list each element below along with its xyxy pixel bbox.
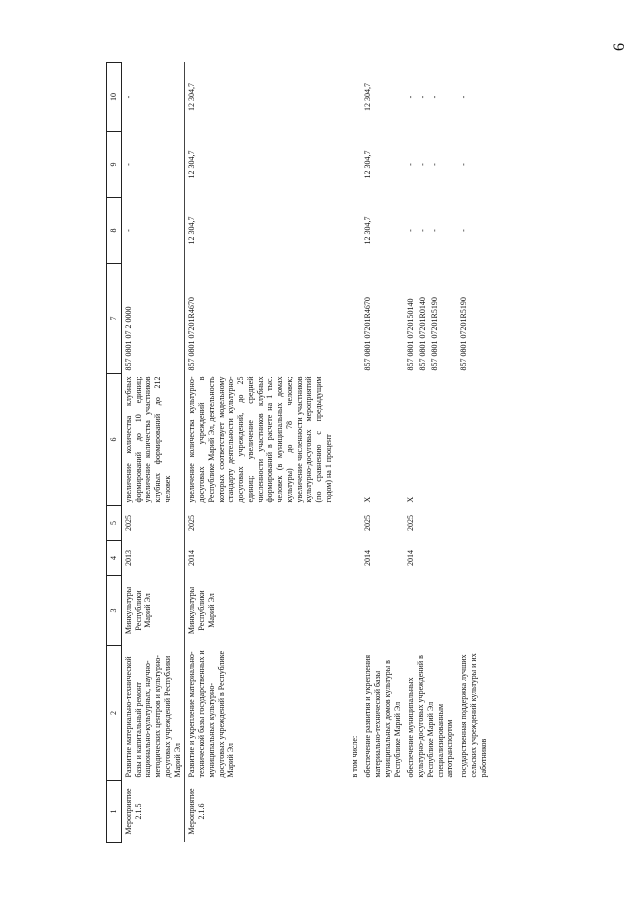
amount-value: - bbox=[406, 229, 416, 232]
column-number: 4 bbox=[107, 541, 122, 576]
amount-col-8: - bbox=[459, 229, 468, 232]
measure-number: Мероприятие 2.1.5 bbox=[121, 781, 185, 843]
end-year: 2025 bbox=[185, 506, 336, 541]
expected-result: увеличение количества клубных формирований до 10 единиц; увеличение количества участников клубных формирований до 212 человек bbox=[121, 374, 185, 506]
start-year: 2014 bbox=[185, 541, 336, 576]
expected-result: увеличение количества культурно-досуговых учреждений в Республике Марий Эл, деятельность которых соответствует модельному стандарту деятельности культурно-досуговых учреждений, до 25 единиц; увеличение средней численности участников клубных формирований в расчете на 1 тыс. человек (в муниципальных домах культуры) до 78 человек; увеличение численности участников культурно-досуговых мероприятий (по сравнению с предыдущим годом) на 1 процент bbox=[185, 374, 336, 506]
budget-classification-code: 857 0801 07201R5190 bbox=[459, 297, 468, 371]
amount-col-10: - bbox=[121, 63, 185, 132]
column-number: 8 bbox=[107, 198, 122, 264]
table-subrow-rural-support bbox=[457, 63, 490, 843]
expected-result: Х bbox=[363, 496, 373, 503]
measure-title: Развитие материально-технической базы и капитальный ремонт национально-культурных, научно-методических центров и культурно-досуговых учреждений Республики Марий Эл bbox=[121, 646, 185, 781]
amount-col-9: - bbox=[121, 132, 185, 198]
table-subrow-vehicles bbox=[404, 63, 457, 843]
column-number: 2 bbox=[107, 646, 122, 781]
budget-code: 857 0801 07201R0140 bbox=[418, 297, 427, 371]
amount-col-10: 12 304,7 bbox=[185, 63, 336, 132]
column-number: 10 bbox=[107, 63, 122, 132]
table-row-measure-2-1-5 bbox=[121, 63, 185, 843]
subheading-row bbox=[348, 63, 362, 843]
column-number: 5 bbox=[107, 506, 122, 541]
amount-col-8: 12 304,7 bbox=[185, 198, 336, 264]
budget-code: 857 0801 07201R5190 bbox=[429, 297, 439, 371]
amount-col-9: 12 304,7 bbox=[363, 150, 373, 179]
amount-col-8: - bbox=[121, 198, 185, 264]
amount-col-8: 12 304,7 bbox=[363, 216, 373, 245]
table-subrow-houses-of-culture bbox=[361, 63, 404, 843]
document-sheet bbox=[106, 63, 626, 843]
column-number: 1 bbox=[107, 781, 122, 843]
end-year: 2025 bbox=[406, 515, 416, 531]
budget-classification-code: 857 0801 07201R4670 bbox=[363, 297, 373, 371]
amount-value: - bbox=[418, 163, 427, 166]
start-year: 2014 bbox=[406, 550, 416, 566]
amount-col-9 bbox=[404, 132, 457, 198]
end-year: 2025 bbox=[363, 515, 373, 531]
amount-col-10 bbox=[404, 63, 457, 132]
amount-value: - bbox=[418, 229, 427, 232]
column-number-row bbox=[107, 63, 122, 843]
amount-value: - bbox=[429, 229, 439, 232]
column-number: 6 bbox=[107, 374, 122, 506]
amount-value: - bbox=[418, 95, 427, 99]
start-year: 2013 bbox=[121, 541, 185, 576]
column-number: 7 bbox=[107, 264, 122, 374]
amount-col-10: 12 304,7 bbox=[363, 83, 373, 111]
budget-classification-code: 857 0801 07 2 0000 bbox=[121, 264, 185, 374]
amount-value: - bbox=[429, 95, 439, 99]
start-year: 2014 bbox=[363, 550, 373, 566]
expected-result: Х bbox=[406, 496, 416, 503]
spacer-row bbox=[336, 63, 348, 843]
subrow-title: обеспечение развития и укрепления материально-технической базы муниципальных домов культуры в Республике Марий Эл bbox=[363, 654, 402, 778]
amount-col-9: 12 304,7 bbox=[185, 132, 336, 198]
amount-value: - bbox=[429, 163, 439, 166]
including-label: в том числе: bbox=[349, 735, 359, 778]
budget-classification-codes bbox=[404, 264, 457, 374]
table-row-measure-2-1-6 bbox=[185, 63, 336, 843]
amount-value: - bbox=[406, 163, 416, 166]
measure-title: Развитие и укрепление материально-технической базы государственных и муниципальных культурно-досуговых учреждений в Республике Марий Эл bbox=[185, 646, 336, 781]
amount-value: - bbox=[406, 95, 416, 99]
responsible-executor: Минкультуры Республики Марий Эл bbox=[121, 576, 185, 646]
amount-col-10: - bbox=[459, 95, 468, 99]
budget-code: 857 0801 0720150140 bbox=[406, 298, 416, 371]
page-number: 6 bbox=[611, 43, 628, 51]
budget-classification-code: 857 0801 07201R4670 bbox=[185, 264, 336, 374]
column-number: 9 bbox=[107, 132, 122, 198]
program-measures-table bbox=[106, 62, 490, 843]
measure-number: Мероприятие 2.1.6 bbox=[185, 781, 336, 843]
subrow-title: государственная поддержка лучших сельских учреждений культуры и их работников bbox=[459, 653, 488, 778]
amount-col-8 bbox=[404, 198, 457, 264]
amount-col-9: - bbox=[459, 163, 468, 166]
end-year: 2025 bbox=[121, 506, 185, 541]
column-number: 3 bbox=[107, 576, 122, 646]
subrow-title: обеспечение муниципальных культурно-досуговых учреждений в Республике Марий Эл специализированным автотранспортом bbox=[406, 655, 455, 778]
responsible-executor: Минкультуры Республики Марий Эл bbox=[185, 576, 336, 646]
